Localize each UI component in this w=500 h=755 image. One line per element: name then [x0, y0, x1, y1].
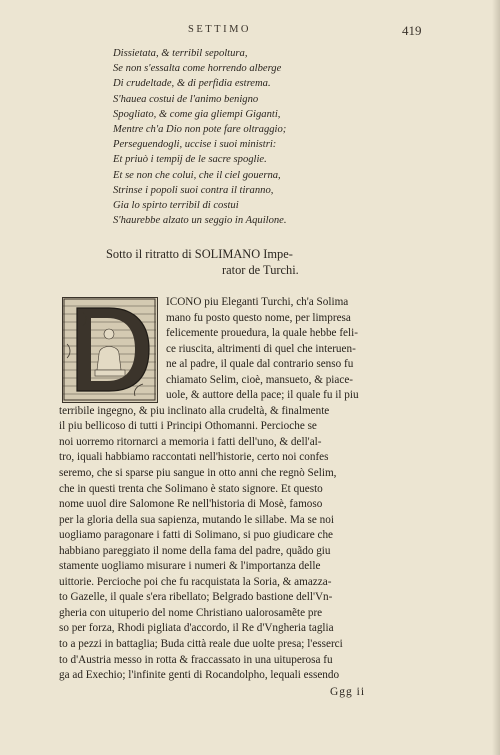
verse-block: [113, 46, 413, 228]
heading-line: rator de Turchi.: [222, 263, 299, 277]
verse-line: Et priuò i tempij de le sacre spoglie.: [113, 154, 267, 166]
verse-line: S'hauea costui de l'animo benigno: [113, 93, 259, 105]
body-paragraph: [0, 295, 500, 684]
running-head: [0, 24, 500, 38]
text-line: ce riuscita, altrimenti di quel che interuen-: [166, 342, 356, 355]
text-line: so per forza, Rhodi pigliata d'accordo, il Re d'Vngheria taglia: [59, 622, 334, 635]
text-line: nome uuol dire Salomone Re nell'historia di Mosè, famoso: [59, 498, 323, 511]
text-line: per la gloria della sua sapienza, mutando le sillabe. Ma se noi: [59, 513, 334, 526]
text-line: ne al padre, il quale dal contrario senso fu: [166, 358, 354, 371]
text-line: uogliamo paragonare i fatti di Solimano, si puo giudicare che: [59, 529, 334, 542]
verse-line: Et se non che colui, che il ciel gouerna,: [113, 169, 281, 181]
verse-line: Spogliato, & come gia gliempi Giganti,: [113, 108, 281, 120]
text-line: stamente uogliamo misurare i numeri & l'importanza delle: [59, 560, 321, 573]
text-line: terribile ingegno, & piu inclinato alla crudeltà, & finalmente: [59, 404, 330, 417]
text-line: che in questi trenta che Solimano è stato signore. Et questo: [59, 482, 323, 495]
text-line: seremo, che si sparse piu sangue in otto anni che regnò Selim,: [59, 467, 337, 480]
text-line: mano fu posto questo nome, per limpresa: [166, 311, 351, 324]
text-line: chiamato Selim, cioè, mansueto, & piace-: [166, 373, 354, 386]
verse-line: Mentre ch'a Dio non pote fare oltraggio;: [113, 124, 287, 136]
heading-line: Sotto il ritratto di SOLIMANO Impe-: [106, 247, 293, 261]
text-line: uole, & auttore della pace; il quale fu il piu: [166, 389, 359, 402]
text-line: ga ad Exechio; l'infinite genti di Rocandolpho, lequali essendo: [59, 669, 340, 682]
text-line: noi uorremo ritornarci a memoria i fatti dell'uno, & dell'al-: [59, 435, 322, 448]
verse-line: Di crudeltade, & di perfidia estrema.: [113, 78, 271, 90]
verse-line: Dissietata, & terribil sepoltura,: [113, 48, 248, 59]
text-line: tro, iquali habbiamo raccontati nell'historie, certo noi confes: [59, 451, 329, 464]
verse-line: Se non s'essalta come horrendo alberge: [113, 63, 282, 75]
page-number: 419: [402, 23, 422, 38]
text-line: ICONO piu Eleganti Turchi, ch'a Solima: [166, 296, 349, 308]
text-line: gheria con uituperio del nome Christiano ualorosamẽte pre: [59, 606, 323, 619]
page-edge-shadow: [492, 0, 500, 755]
text-line: il piu bellicoso di tutti i Principi Othomanni. Percioche se: [59, 420, 317, 433]
text-line: habbiano pareggiato il nome della fama del padre, quãdo giu: [59, 544, 331, 557]
text-line: to a pezzi in battaglia; Buda città reale due uolte presa; l'esserci: [59, 638, 343, 651]
text-line: to Gazelle, il quale s'era ribellato; Belgrado bastione dell'Vn-: [59, 591, 333, 604]
running-head-title: SETTIMO: [188, 24, 251, 35]
signature-mark: Ggg ii: [330, 686, 366, 698]
verse-line: Perseguendogli, uccise i suoi ministri:: [113, 139, 277, 151]
verse-line: Strinse i popoli suoi contra il tiranno,: [113, 184, 274, 196]
verse-line: Gia lo spirto terribil di costui: [113, 200, 239, 212]
text-line: felicemente prouedura, la quale hebbe feli-: [166, 327, 358, 340]
section-heading: [0, 246, 500, 278]
verse-line: S'haurebbe alzato un seggio in Aquilone.: [113, 215, 287, 227]
text-line: uittorie. Percioche poi che fu racquistata la Soria, & amazza-: [59, 575, 332, 588]
text-line: to d'Austria messo in rotta & fraccassato in una uituperosa fu: [59, 653, 333, 666]
